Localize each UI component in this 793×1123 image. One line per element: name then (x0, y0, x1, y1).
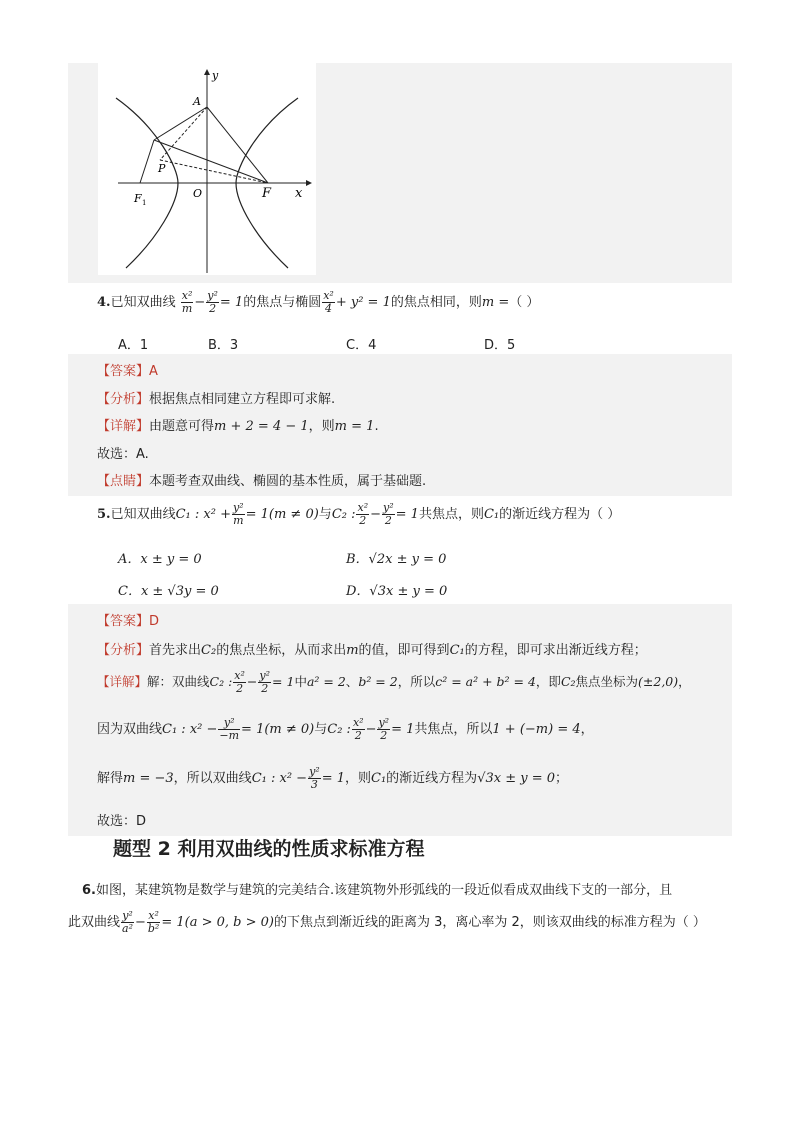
q6-line1: 6.如图，某建筑物是数学与建筑的完美结合.该建筑物外形弧线的一段近似看成双曲线下支的一部分，且 (82, 883, 673, 898)
hyperbola-figure (98, 63, 316, 275)
q5-select: 故选：D (97, 814, 147, 829)
point-f1-label: F (134, 192, 142, 205)
point-a-label: A (193, 95, 201, 108)
origin-label: O (193, 187, 203, 200)
q5-detail-line3: 解得m = −3，所以双曲线C₁ : x² − $\frac{\text{y²}}{3}$ = 1，则C₁的渐近线方程为√3x ± y = 0； (97, 765, 569, 791)
q6-line2: 此双曲线 $\frac{\text{y²}}{\text{a²}}$ − $\frac{\text{x²}}{\text{b²}}$ = 1(a > 0, b > 0)的下焦点到渐近线的距离为 3，离心率为 2，则该双曲线的标准方程为（ ） (68, 909, 706, 935)
point-p-label: P (158, 162, 166, 175)
q4-number: 4. (97, 295, 111, 310)
q4-choice-c[interactable]: C．4 (346, 338, 377, 353)
q4-frac-y2-2: $\frac{\text{y²}}{2}$ (207, 289, 218, 315)
q5-number: 5. (97, 507, 111, 522)
q4-frac-x2-m: $\frac{\text{x²}}{m}$ (181, 289, 193, 315)
q4-choice-d[interactable]: D．5 (484, 338, 516, 353)
axis-x-label: x (295, 186, 303, 201)
q4-choice-a[interactable]: A．1 (118, 338, 149, 353)
q5-choice-a[interactable]: A．x ± y = 0 (118, 552, 202, 567)
q4-frac-x2-4: $\frac{\text{x²}}{4}$ (323, 289, 334, 315)
q4-analysis: 【分析】根据焦点相同建立方程即可求解. (97, 392, 336, 407)
point-f1-subscript: 1 (142, 199, 147, 207)
q5-detail-line2: 因为双曲线C₁ : x² − $\frac{\text{y²}}{-m}$ = 1(m ≠ 0)与C₂ : $\frac{\text{x²}}{2}$ − $\frac{\text{y²}}{2}$ = 1共焦点，所以1 + (−m) = 4， (97, 716, 594, 742)
q5-answer: 【答案】D (97, 614, 160, 629)
q4-choice-b[interactable]: B．3 (208, 338, 239, 353)
q4-answer: 【答案】A (97, 364, 158, 379)
q5-analysis: 【分析】首先求出C₂的焦点坐标，从而求出m的值，即可得到C₁的方程，即可求出渐近线方程； (97, 643, 647, 658)
q5-detail-line1: 【详解】解：双曲线C₂ : $\frac{\text{x²}}{2}$ − $\frac{\text{y²}}{2}$ = 1中a² = 2、b² = 2，所以c² = a² + b² = 4，即C₂焦点坐标为(±2,0)， (97, 669, 691, 695)
q6-number: 6. (82, 883, 96, 898)
q4-stem: 4.已知双曲线 $\frac{\text{x²}}{m}$ − $\frac{\text{y²}}{2}$ = 1的焦点与椭圆 $\frac{\text{x²}}{4}$ + y² = 1的焦点相同，则m =（ ） (97, 289, 540, 315)
q5-choice-d[interactable]: D．√3x ± y = 0 (346, 584, 448, 599)
q4-comment: 【点睛】本题考查双曲线、椭圆的基本性质，属于基础题. (97, 474, 427, 489)
point-f-label: F (262, 186, 272, 201)
axis-y-label: y (212, 69, 219, 82)
q5-stem: 5.已知双曲线C₁ : x² + $\frac{\text{y²}}{m}$ = 1(m ≠ 0)与C₂ : $\frac{\text{x²}}{2}$ − $\frac{\text{y²}}{2}$ = 1共焦点，则C₁的渐近线方程为（ ） (97, 501, 621, 527)
section-heading: 题型 2 利用双曲线的性质求标准方程 (113, 838, 425, 860)
q5-choice-b[interactable]: B．√2x ± y = 0 (346, 552, 447, 567)
q5-choice-c[interactable]: C．x ± √3y = 0 (118, 584, 219, 599)
q4-select: 故选：A. (97, 447, 149, 462)
q4-detail: 【详解】由题意可得m + 2 = 4 − 1，则m = 1. (97, 419, 379, 434)
